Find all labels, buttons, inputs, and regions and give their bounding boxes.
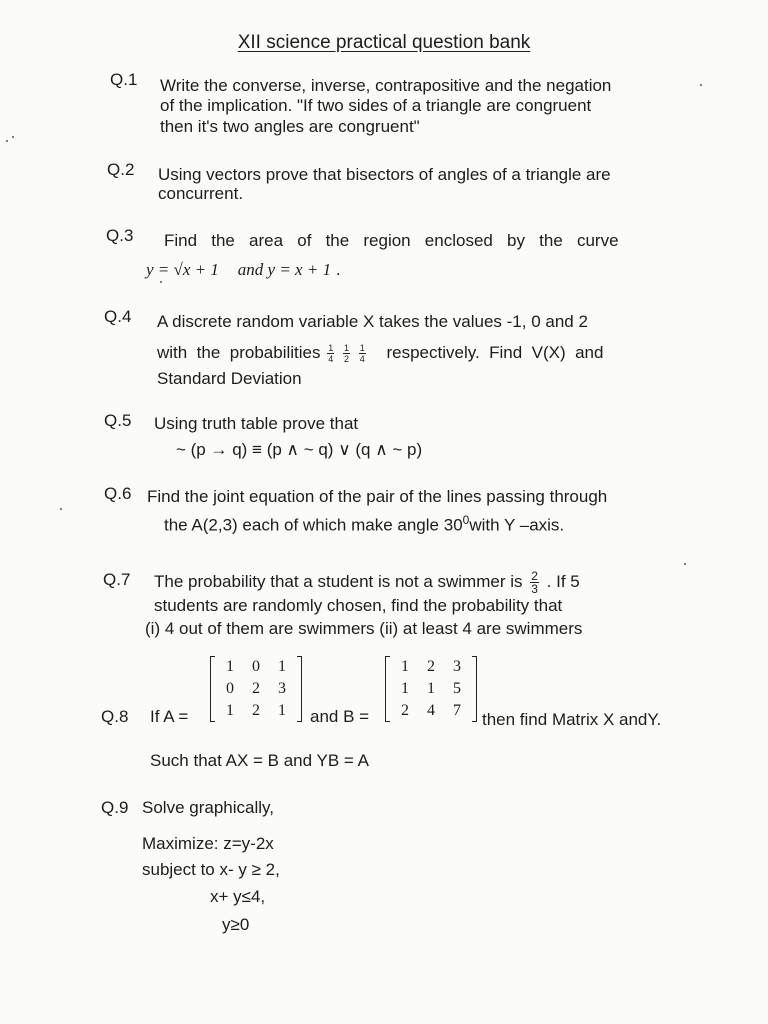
q5-line-1: Using truth table prove that (154, 414, 359, 433)
page-title: XII science practical question bank (237, 32, 531, 53)
matrix-a-cell: 0 (226, 680, 234, 697)
q9-number: Q.9 (101, 798, 129, 817)
matrix-b-cell: 1 (401, 680, 409, 697)
q6-line-2 (164, 513, 564, 536)
q6-line-2-text: the A(2,3) each of which make angle (164, 515, 439, 535)
q9-objective: Maximize: z=y-2x (142, 834, 274, 853)
q6-number: Q.6 (104, 484, 132, 503)
matrix-b-cell: 2 (427, 658, 435, 675)
matrix-b-cell: 3 (453, 658, 461, 675)
q1-line-2: of the implication. "If two sides of a triangle are congruent (160, 96, 592, 115)
q6-line-1: Find the joint equation of the pair of the lines passing through (147, 487, 608, 506)
matrix-a-cell: 3 (278, 680, 286, 697)
matrix-b-cell: 2 (401, 702, 409, 719)
q4-fraction-2: $\frac{1}{2}$ (343, 343, 349, 365)
q7-line-1-end: . If 5 (546, 571, 580, 591)
q6-line-2-end: with Y –axis. (469, 515, 565, 535)
matrix-b-cell: 4 (427, 702, 435, 719)
q1-line-3: then it's two angles are congruent" (160, 117, 420, 136)
q8-if-a: If A = (150, 707, 189, 726)
q7-fraction: $\frac{2}{3}$ (531, 569, 538, 596)
matrix-a-cell: 1 (278, 702, 286, 719)
q5-formula: ~ (p → q) ≡ (p ∧ ~ q) ∨ (q ∧ ~ p) (176, 440, 423, 459)
scan-speck (60, 508, 62, 510)
q7-line-1-text: The probability that a student is not a swimmer is (154, 571, 523, 591)
q4-number: Q.4 (104, 307, 132, 326)
matrix-a-cell: 1 (226, 702, 234, 719)
q8-and-b: and B = (310, 707, 370, 726)
q3-number: Q.3 (106, 226, 134, 245)
q7-line-1 (154, 570, 580, 595)
q3-curve-equation: y = √x + 1 (146, 260, 219, 279)
q6-degree: 30 (443, 515, 463, 535)
matrix-a-cell: 2 (252, 680, 260, 697)
q7-line-2: students are randomly chosen, find the probability that (154, 596, 563, 615)
q9-subject-to: subject to x- y ≥ 2, (142, 860, 280, 879)
matrix-b-cell: 7 (453, 702, 461, 719)
q8-such-that: Such that AX = B and YB = A (150, 751, 369, 770)
q2-line-1: Using vectors prove that bisectors of angles of a triangle are (158, 165, 611, 184)
q2-line-2: concurrent. (158, 184, 244, 203)
q4-fraction-1: $\frac{1}{4}$ (328, 343, 334, 365)
q7-line-3: (i) 4 out of them are swimmers (ii) at least 4 are swimmers (145, 619, 583, 638)
matrix-a-cell: 1 (226, 658, 234, 675)
matrix-b (385, 656, 477, 722)
q9-line-1: Solve graphically, (142, 798, 274, 817)
q8-number: Q.8 (101, 707, 129, 726)
q5-number: Q.5 (104, 411, 132, 430)
matrix-a-cell: 0 (252, 658, 260, 675)
q4-line-2 (157, 343, 603, 364)
q4-after-text: respectively. Find V(X) and (386, 343, 604, 362)
matrix-a (210, 656, 302, 722)
q4-fraction-3: $\frac{1}{4}$ (359, 343, 365, 365)
matrix-a-cell: 2 (252, 702, 260, 719)
q3-line-1: Find the area of the region enclosed by the curve (164, 231, 619, 250)
q9-constraint-2: y≥0 (222, 915, 250, 934)
matrix-b-cell: 1 (427, 680, 435, 697)
q7-number: Q.7 (103, 570, 131, 589)
matrix-a-cell: 1 (278, 658, 286, 675)
scan-speck (6, 140, 8, 142)
q4-line-1: A discrete random variable X takes the values -1, 0 and 2 (157, 312, 588, 331)
scan-speck (12, 136, 14, 138)
q3-line-equation: and y = x + 1 (237, 260, 332, 279)
scan-speck (684, 563, 686, 565)
q3-period: . (335, 260, 341, 279)
q8-then-text: then find Matrix X andY. (482, 710, 662, 729)
scan-speck (160, 281, 162, 283)
q1-number: Q.1 (110, 70, 138, 89)
q9-constraint-1: x+ y≤4, (210, 887, 266, 906)
matrix-b-cell: 5 (453, 680, 461, 697)
q4-with-text: with the probabilities (157, 343, 321, 362)
q6-degree-sup: 0 (462, 513, 470, 527)
matrix-b-cell: 1 (401, 658, 409, 675)
q1-line-1: Write the converse, inverse, contrapositive and the negation (160, 76, 612, 95)
q4-line-3: Standard Deviation (157, 369, 302, 388)
q2-number: Q.2 (107, 160, 135, 179)
q3-math (146, 260, 341, 280)
scan-speck (700, 84, 702, 86)
